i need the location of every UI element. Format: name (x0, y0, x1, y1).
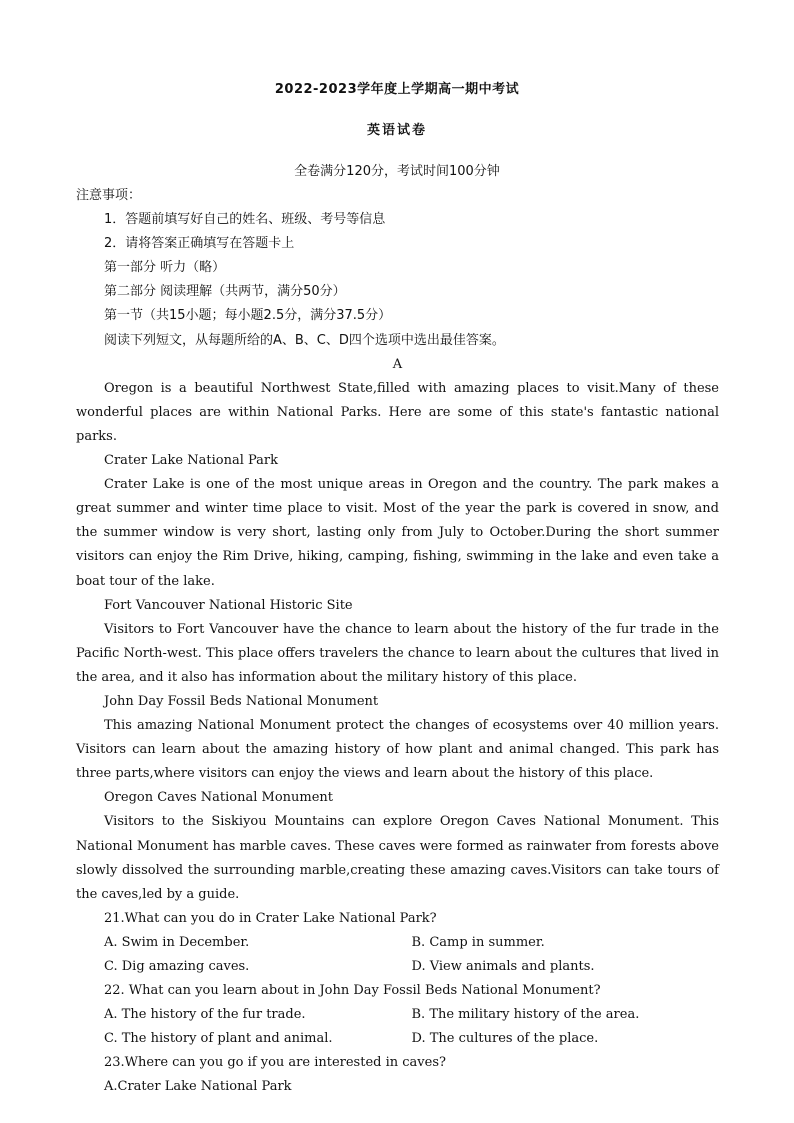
option-a: A. The history of the fur trade. (104, 1007, 306, 1023)
option-c: C. The history of plant and animal. (104, 1031, 333, 1047)
option-row (76, 955, 719, 979)
part2-heading: 第二部分 阅读理解（共两节，满分50分） (104, 284, 346, 300)
park-text: Crater Lake is one of the most unique areas in Oregon and the country. The park makes a great summer and winter time place to visit. Most of the year the park is covered in snow, and the summer window is very short, lasting only from July to October.During the short summer visitors can enjoy the Rim Drive, hiking, camping, fishing, swimming in the lake and even take a boat tour of the lake. (76, 477, 719, 589)
option-b: B. The military history of the area. (411, 1007, 640, 1023)
section1-heading: 第一节（共15小题；每小题2.5分，满分37.5分） (104, 308, 392, 324)
park-name: John Day Fossil Beds National Monument (104, 693, 379, 709)
exam-subtitle: 英语试卷 (366, 123, 427, 138)
question-stem: 22. What can you learn about in John Day Fossil Beds National Monument? (104, 983, 601, 999)
note-item: 2．请将答案正确填写在答题卡上 (104, 236, 295, 252)
exam-content (76, 184, 719, 1100)
question-stem: 21.What can you do in Crater Lake National Park? (104, 910, 437, 926)
option-a: A. Swim in December. (104, 934, 250, 950)
notes-heading: 注意事项： (76, 188, 142, 203)
option-a: A.Crater Lake National Park (104, 1079, 292, 1095)
option-b: B. Camp in summer. (411, 934, 545, 950)
passage-intro: Oregon is a beautiful Northwest State,filled with amazing places to visit.Many of these wonderful places are within National Parks. Here are some of this state's fantastic national parks. (76, 380, 719, 444)
park-text: Visitors to Fort Vancouver have the chance to learn about the history of the fur trade in the Pacific North-west. This place offers travelers the chance to learn about the cultures that lived in the area, and it also has information about the military history of this place. (76, 621, 719, 685)
part1-heading: 第一部分 听力（略） (104, 260, 226, 276)
question-stem: 23.Where can you go if you are interested in caves? (104, 1055, 446, 1071)
option-row (76, 931, 719, 955)
park-name: Fort Vancouver National Historic Site (104, 597, 353, 613)
option-row (76, 1003, 719, 1027)
option-c: C. Dig amazing caves. (104, 959, 250, 974)
exam-meta: 全卷满分120分，考试时间100分钟 (294, 164, 500, 179)
exam-title: 2022-2023学年度上学期高一期中考试 (274, 82, 520, 97)
option-row (76, 1027, 719, 1051)
option-d: D. View animals and plants. (411, 959, 595, 974)
park-text: Visitors to the Siskiyou Mountains can explore Oregon Caves National Monument. This National Monument has marble caves. These caves were formed as rainwater from forests above slowly dissolved the surrounding marble,creating these amazing caves.Visitors can take tours of the caves,led by a guide. (76, 814, 719, 902)
park-name: Crater Lake National Park (104, 453, 279, 469)
instruction: 阅读下列短文，从每题所给的A、B、C、D四个选项中选出最佳答案。 (104, 332, 505, 348)
park-text: This amazing National Monument protect the changes of ecosystems over 40 million years. Visitors can learn about the amazing history of how plant and animal changed. This park has three parts,where visitors can enjoy the views and learn about the history of this place. (76, 718, 719, 782)
park-name: Oregon Caves National Monument (104, 790, 334, 806)
passage-label: A (392, 356, 403, 372)
note-item: 1．答题前填写好自己的姓名、班级、考号等信息 (104, 212, 386, 228)
option-d: D. The cultures of the place. (411, 1031, 599, 1047)
